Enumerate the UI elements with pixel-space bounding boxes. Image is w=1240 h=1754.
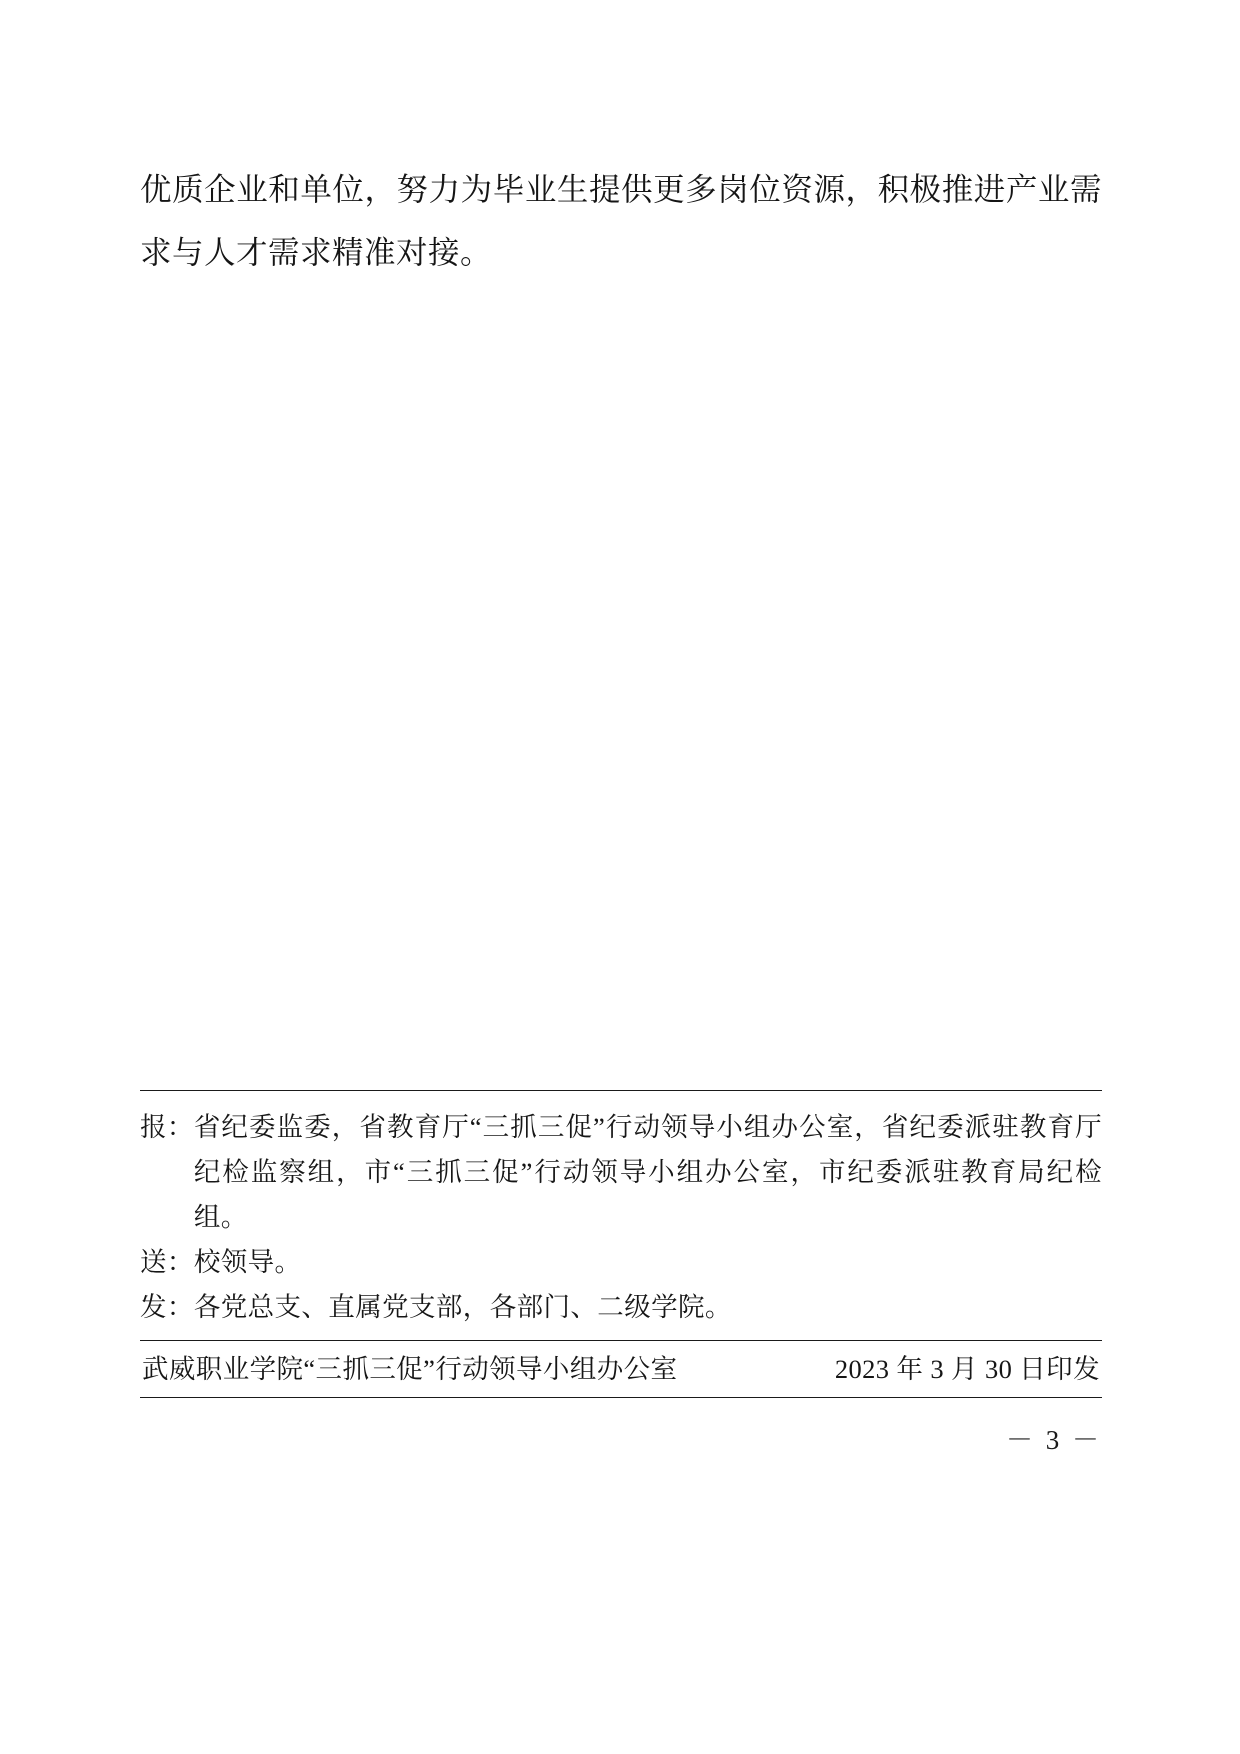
distribution-row-send: [140, 1240, 1102, 1285]
footer-bottom-rule: [140, 1397, 1102, 1398]
send-label: 送：: [140, 1247, 194, 1277]
printer-office: 武威职业学院“三抓三促”行动领导小组办公室: [142, 1354, 678, 1384]
distribution-row-report: [140, 1105, 1102, 1240]
distribution-rows: [140, 1091, 1102, 1340]
issue-label: 发：: [140, 1292, 194, 1322]
send-text: 校领导。: [193, 1247, 302, 1277]
printer-date: 2023 年 3 月 30 日印发: [834, 1354, 1100, 1384]
report-text: 省纪委监委，省教育厅“三抓三促”行动领导小组办公室，省纪委派驻教育厅纪检监察组，市“三抓三促”行动领导小组办公室，市纪委派驻教育局纪检组。: [193, 1112, 1102, 1232]
report-label: 报：: [140, 1112, 194, 1142]
body-text-block: [140, 158, 1102, 284]
body-paragraph: 优质企业和单位，努力为毕业生提供更多岗位资源，积极推进产业需求与人才需求精准对接。: [140, 172, 1102, 270]
printer-row: [140, 1341, 1102, 1397]
distribution-row-issue: [140, 1285, 1102, 1330]
distribution-block: [140, 1090, 1102, 1398]
page-number: － 3 －: [1006, 1425, 1102, 1455]
issue-text: 各党总支、直属党支部，各部门、二级学院。: [193, 1292, 732, 1322]
